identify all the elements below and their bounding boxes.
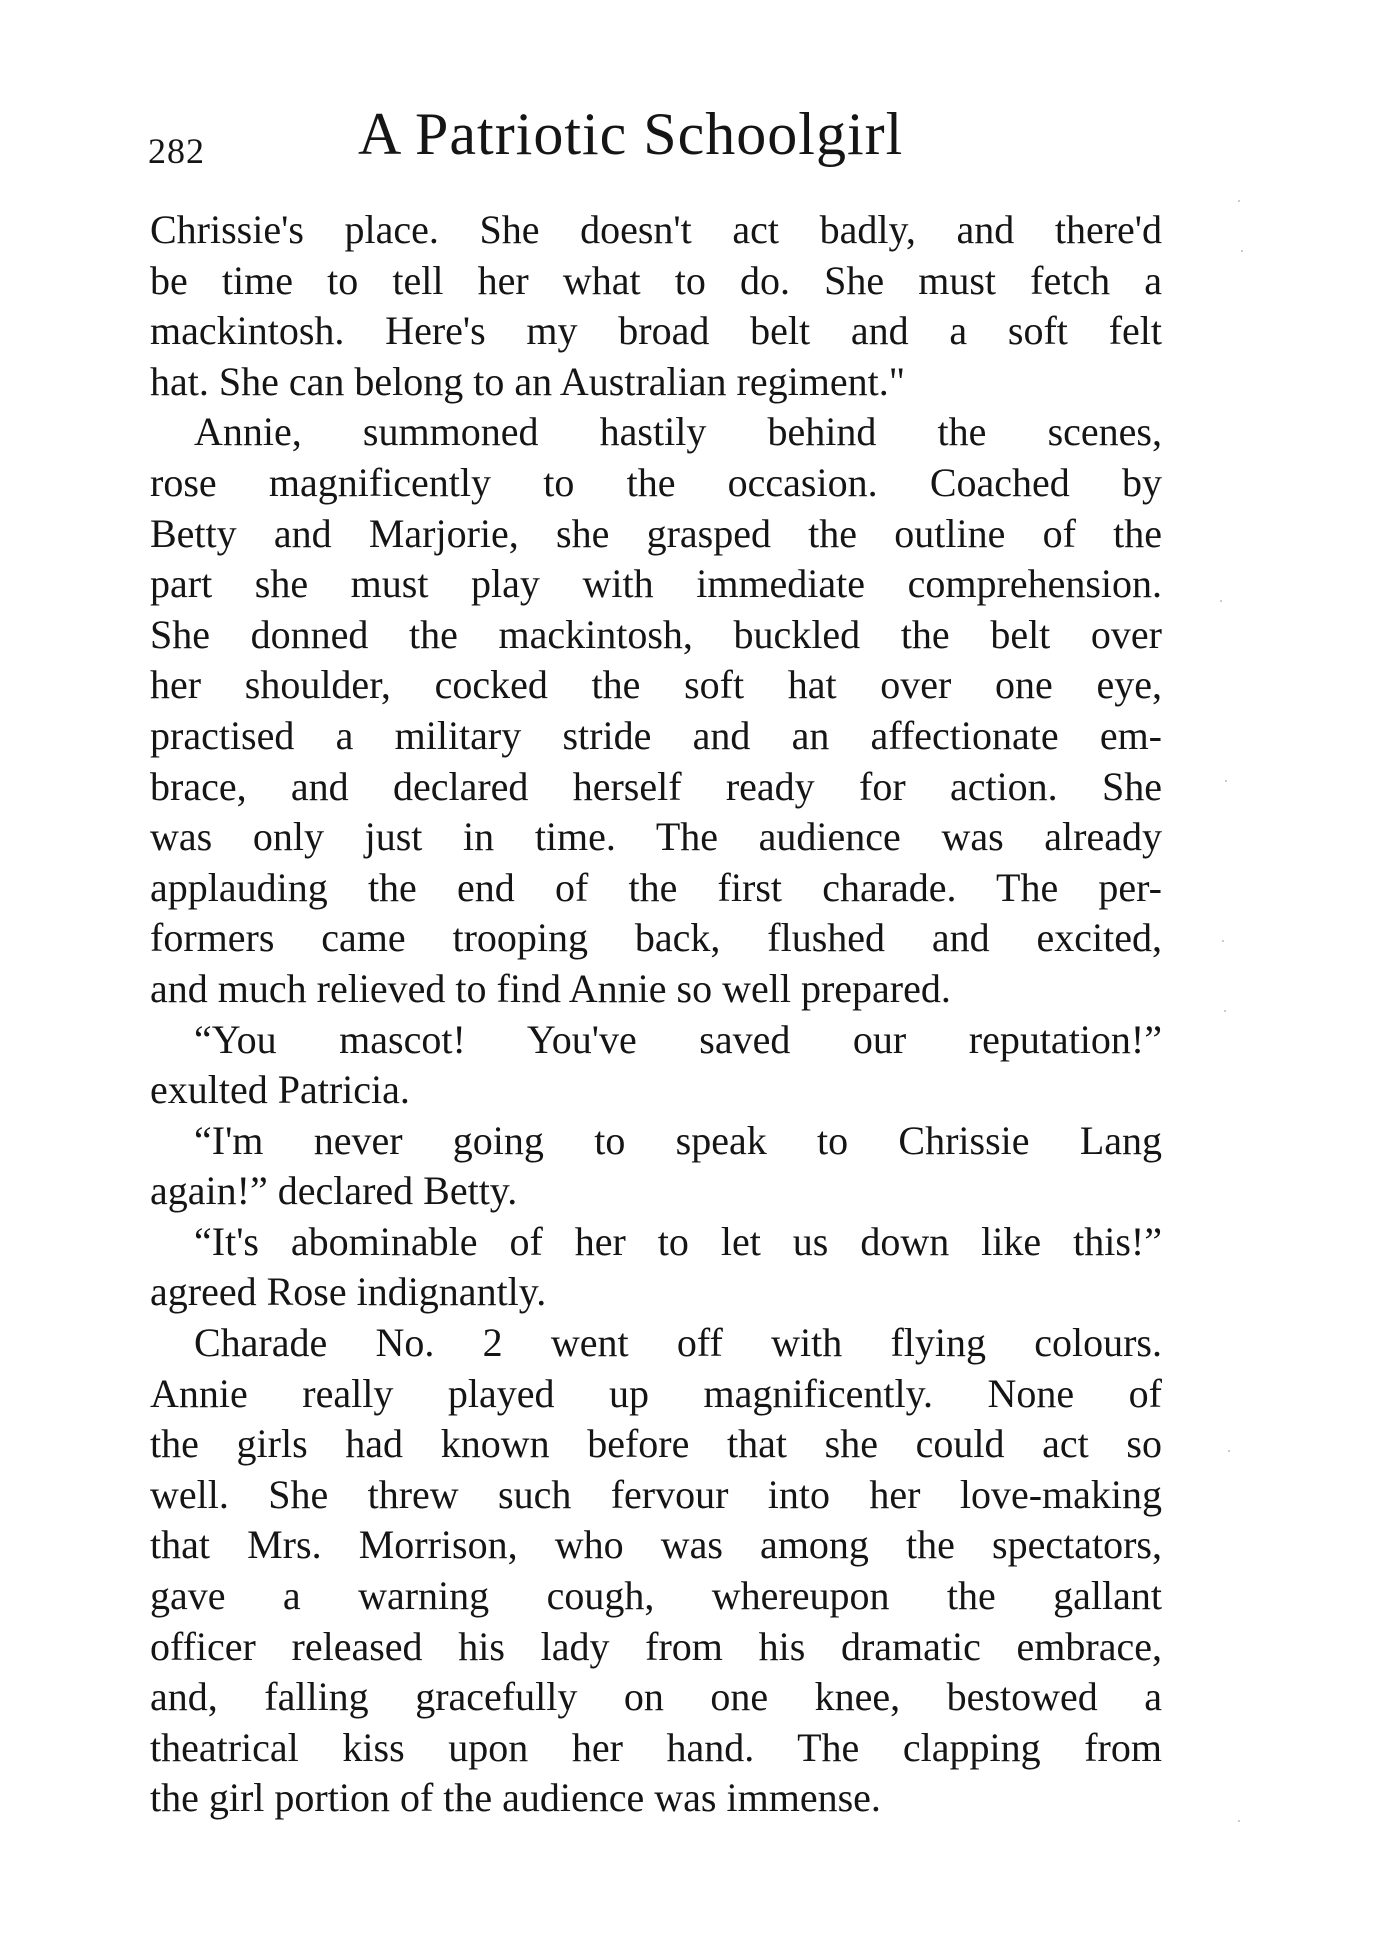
text-line: Chrissie's place. She doesn't act badly, and there'd — [150, 207, 1162, 252]
text-line: brace, and declared herself ready for action. She — [150, 763, 1162, 809]
text-line: mackintosh. Here's my broad belt and a soft felt — [150, 308, 1162, 354]
body-text — [150, 205, 1162, 1824]
text-line: and much relieved to find Annie so well prepared. — [150, 965, 951, 1011]
text-line: formers came trooping back, flushed and excited, — [150, 915, 1162, 961]
text-line: that Mrs. Morrison, who was among the spectators, — [150, 1522, 1162, 1568]
speck — [1222, 940, 1224, 942]
speck — [1220, 600, 1222, 602]
speck — [1241, 250, 1243, 252]
text-line: part she must play with immediate comprehension. — [150, 561, 1162, 607]
text-line: the girls had known before that she could act so — [150, 1421, 1162, 1467]
text-line: again!” declared Betty. — [150, 1168, 518, 1214]
text-line: exulted Patricia. — [150, 1067, 410, 1113]
speck — [1238, 200, 1240, 202]
text-line: applauding the end of the first charade. The per- — [150, 864, 1162, 910]
text-line: Annie, summoned hastily behind the scenes, — [194, 409, 1162, 455]
speck — [1238, 1820, 1240, 1822]
text-line: was only just in time. The audience was already — [150, 814, 1162, 860]
speck — [1224, 1010, 1226, 1012]
text-line: rose magnificently to the occasion. Coached by — [150, 459, 1162, 505]
text-line: “I'm never going to speak to Chrissie Lang — [194, 1117, 1162, 1163]
text-line: practised a military stride and an affectionate em- — [150, 712, 1162, 758]
text-line: “You mascot! You've saved our reputation!” — [194, 1016, 1162, 1062]
text-line: theatrical kiss upon her hand. The clapping from — [150, 1724, 1162, 1770]
text-line: gave a warning cough, whereupon the gallant — [150, 1573, 1162, 1619]
text-line: well. She threw such fervour into her love-making — [150, 1471, 1162, 1517]
running-title: A Patriotic Schoolgirl — [358, 101, 904, 167]
text-line: Annie really played up magnificently. None of — [150, 1370, 1162, 1416]
page-number: 282 — [148, 131, 205, 171]
text-line: hat. She can belong to an Australian regiment." — [150, 358, 906, 404]
text-line: her shoulder, cocked the soft hat over one eye, — [150, 662, 1162, 708]
text-line: Charade No. 2 went off with flying colours. — [194, 1320, 1162, 1366]
text-line: “It's abominable of her to let us down like this!” — [194, 1218, 1162, 1264]
text-line: and, falling gracefully on one knee, bestowed a — [150, 1674, 1162, 1720]
text-line: the girl portion of the audience was immense. — [150, 1775, 881, 1821]
text-line: be time to tell her what to do. She must fetch a — [150, 257, 1162, 303]
text-line: officer released his lady from his dramatic embrace, — [150, 1623, 1162, 1669]
text-line: Betty and Marjorie, she grasped the outline of the — [150, 510, 1162, 556]
text-line: She donned the mackintosh, buckled the belt over — [150, 611, 1162, 657]
text-line: agreed Rose indignantly. — [150, 1269, 547, 1315]
speck — [1228, 1450, 1230, 1452]
speck — [1225, 780, 1227, 782]
page-header — [148, 100, 1168, 180]
